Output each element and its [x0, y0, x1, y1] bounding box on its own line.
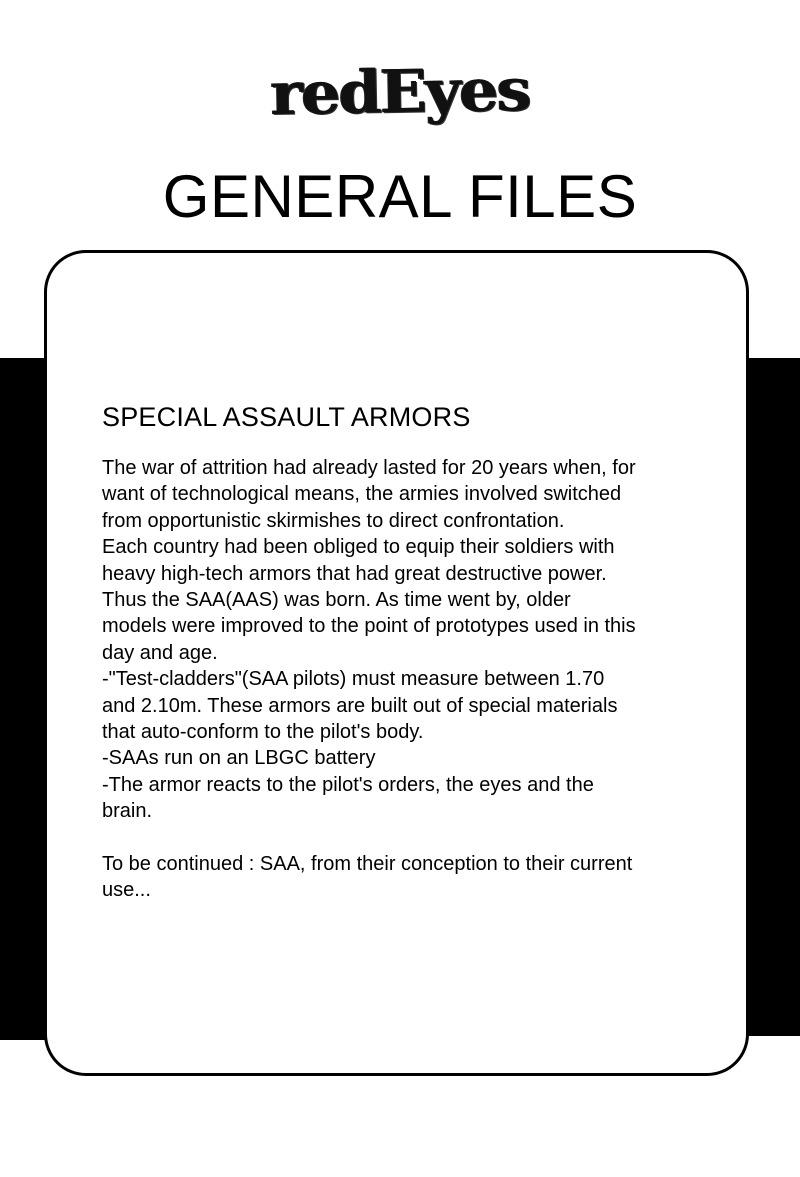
- body-text: [102, 455, 702, 904]
- right-black-bar: [745, 358, 800, 1036]
- left-black-bar: [0, 358, 48, 1040]
- body-line: models were improved to the point of prototypes used in this: [102, 615, 636, 638]
- body-line: from opportunistic skirmishes to direct confrontation.: [102, 509, 565, 532]
- body-line: and 2.10m. These armors are built out of special materials: [102, 694, 618, 717]
- continued-line: To be continued : SAA, from their conception to their current: [102, 853, 633, 876]
- body-line: -The armor reacts to the pilot's orders, the eyes and the: [102, 773, 594, 796]
- body-line: want of technological means, the armies involved switched: [102, 483, 622, 506]
- body-line: -SAAs run on an LBGC battery: [102, 747, 376, 770]
- page-title: GENERAL FILES: [162, 163, 638, 230]
- body-line: Each country had been obliged to equip their soldiers with: [102, 536, 615, 559]
- paragraph-spacer: [102, 825, 702, 851]
- continued-line: use...: [102, 879, 151, 902]
- redeyes-logo: redEyes: [269, 54, 531, 129]
- body-line: day and age.: [102, 641, 218, 664]
- section-heading: SPECIAL ASSAULT ARMORS: [102, 402, 471, 432]
- body-line: brain.: [102, 800, 153, 823]
- body-line: Thus the SAA(AAS) was born. As time went by, older: [102, 589, 571, 612]
- body-line: The war of attrition had already lasted for 20 years when, for: [102, 457, 636, 479]
- body-line: heavy high-tech armors that had great destructive power.: [102, 562, 607, 585]
- body-line: that auto-conform to the pilot's body.: [102, 721, 424, 744]
- body-line: -"Test-cladders"(SAA pilots) must measure between 1.70: [102, 668, 605, 691]
